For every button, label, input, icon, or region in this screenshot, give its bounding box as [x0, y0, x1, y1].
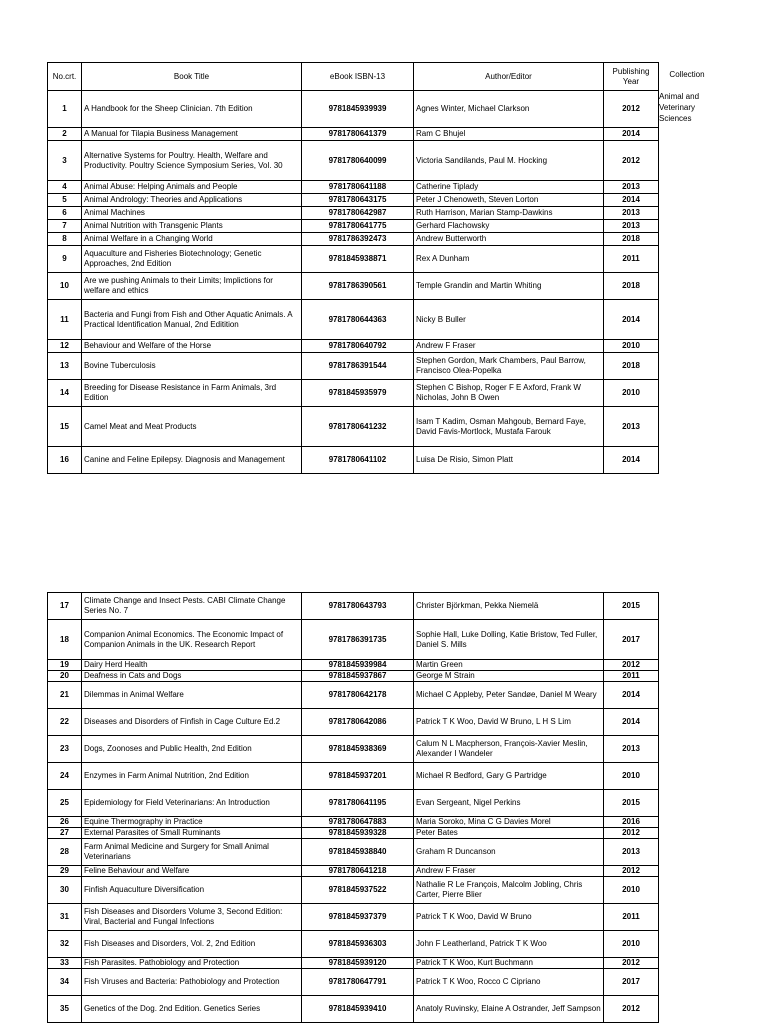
author-cell: Martin Green	[414, 660, 604, 671]
author-cell: Nicky B Buller	[414, 300, 604, 340]
isbn-cell: 9781780641379	[302, 128, 414, 141]
table-row	[48, 246, 659, 273]
year-cell: 2015	[604, 593, 659, 620]
row-number: 8	[48, 233, 82, 246]
isbn-cell: 9781845939120	[302, 958, 414, 969]
book-title-cell: Genetics of the Dog. 2nd Edition. Genetics Series	[82, 996, 302, 1023]
book-title-cell: Animal Abuse: Helping Animals and People	[82, 181, 302, 194]
table-row	[48, 660, 659, 671]
table-row	[48, 220, 659, 233]
isbn-cell: 9781780641195	[302, 790, 414, 817]
isbn-cell: 9781780642987	[302, 207, 414, 220]
book-title-cell: Companion Animal Economics. The Economic Impact of Companion Animals in the UK. Research Report	[82, 620, 302, 660]
table-row	[48, 233, 659, 246]
author-cell: Michael R Bedford, Gary G Partridge	[414, 763, 604, 790]
book-title-cell: A Handbook for the Sheep Clinician. 7th Edition	[82, 91, 302, 128]
isbn-cell: 9781780641102	[302, 447, 414, 474]
table-row	[48, 273, 659, 300]
book-title-cell: Climate Change and Insect Pests. CABI Climate Change Series No. 7	[82, 593, 302, 620]
table-row	[48, 709, 659, 736]
header-author: Author/Editor	[414, 63, 604, 91]
table-row	[48, 194, 659, 207]
table-row	[48, 353, 659, 380]
book-title-cell: Aquaculture and Fisheries Biotechnology; Genetic Approaches, 2nd Edition	[82, 246, 302, 273]
row-number: 34	[48, 969, 82, 996]
author-cell: Ram C Bhujel	[414, 128, 604, 141]
book-title-cell: Bacteria and Fungi from Fish and Other Aquatic Animals. A Practical Identification Manual, 2nd Editition	[82, 300, 302, 340]
row-number: 4	[48, 181, 82, 194]
table-row	[48, 128, 659, 141]
row-number: 28	[48, 839, 82, 866]
author-cell: Catherine Tiplady	[414, 181, 604, 194]
isbn-cell: 9781845939410	[302, 996, 414, 1023]
isbn-cell: 9781780640792	[302, 340, 414, 353]
isbn-cell: 9781845935979	[302, 380, 414, 407]
book-title-cell: Animal Nutrition with Transgenic Plants	[82, 220, 302, 233]
year-cell: 2011	[604, 671, 659, 682]
year-cell: 2018	[604, 353, 659, 380]
author-cell: Stephen Gordon, Mark Chambers, Paul Barrow, Francisco Olea-Popelka	[414, 353, 604, 380]
table-row	[48, 620, 659, 660]
isbn-cell: 9781780641232	[302, 407, 414, 447]
author-cell: Anatoly Ruvinsky, Elaine A Ostrander, Jeff Sampson	[414, 996, 604, 1023]
header-year	[604, 63, 659, 91]
books-table-1	[47, 62, 659, 474]
row-number: 19	[48, 660, 82, 671]
author-cell: Peter Bates	[414, 828, 604, 839]
book-title-cell: Fish Diseases and Disorders Volume 3, Second Edition: Viral, Bacterial and Fungal Infections	[82, 904, 302, 931]
author-cell: Calum N L Macpherson, François-Xavier Meslin, Alexander I Wandeler	[414, 736, 604, 763]
table-row	[48, 904, 659, 931]
author-cell: Peter J Chenoweth, Steven Lorton	[414, 194, 604, 207]
author-cell: Nathalie R Le François, Malcolm Jobling, Chris Carter, Pierre Blier	[414, 877, 604, 904]
table-row	[48, 682, 659, 709]
author-cell: Agnes Winter, Michael Clarkson	[414, 91, 604, 128]
isbn-cell: 9781845937867	[302, 671, 414, 682]
row-number: 25	[48, 790, 82, 817]
header-collection: Collection	[669, 70, 705, 79]
book-title-cell: A Manual for Tilapia Business Management	[82, 128, 302, 141]
author-cell: Christer Björkman, Pekka Niemelä	[414, 593, 604, 620]
table-row	[48, 790, 659, 817]
table-row	[48, 877, 659, 904]
row-number: 11	[48, 300, 82, 340]
year-cell: 2016	[604, 817, 659, 828]
year-cell: 2012	[604, 828, 659, 839]
author-cell: Graham R Duncanson	[414, 839, 604, 866]
table-row	[48, 828, 659, 839]
isbn-cell: 9781845939984	[302, 660, 414, 671]
author-cell: Temple Grandin and Martin Whiting	[414, 273, 604, 300]
row-number: 32	[48, 931, 82, 958]
author-cell: Sophie Hall, Luke Dolling, Katie Bristow, Ted Fuller, Daniel S. Mills	[414, 620, 604, 660]
author-cell: Ruth Harrison, Marian Stamp-Dawkins	[414, 207, 604, 220]
isbn-cell: 9781845938840	[302, 839, 414, 866]
row-number: 27	[48, 828, 82, 839]
author-cell: Rex A Dunham	[414, 246, 604, 273]
year-cell: 2014	[604, 128, 659, 141]
table-row	[48, 736, 659, 763]
row-number: 22	[48, 709, 82, 736]
table-header-row	[48, 63, 659, 91]
isbn-cell: 9781780643793	[302, 593, 414, 620]
collection-value: Animal and Veterinary Sciences	[659, 92, 700, 123]
book-title-cell: Animal Machines	[82, 207, 302, 220]
year-cell: 2013	[604, 207, 659, 220]
book-title-cell: Are we pushing Animals to their Limits; Implictions for welfare and ethics	[82, 273, 302, 300]
isbn-cell: 9781780644363	[302, 300, 414, 340]
year-cell: 2011	[604, 904, 659, 931]
row-number: 17	[48, 593, 82, 620]
author-cell: George M Strain	[414, 671, 604, 682]
row-number: 7	[48, 220, 82, 233]
book-title-cell: Equine Thermography in Practice	[82, 817, 302, 828]
row-number: 15	[48, 407, 82, 447]
book-title-cell: Epidemiology for Field Veterinarians: An Introduction	[82, 790, 302, 817]
isbn-cell: 9781845939328	[302, 828, 414, 839]
row-number: 31	[48, 904, 82, 931]
table-row	[48, 447, 659, 474]
table-row	[48, 407, 659, 447]
table-row	[48, 340, 659, 353]
row-number: 18	[48, 620, 82, 660]
book-title-cell: Farm Animal Medicine and Surgery for Small Animal Veterinarians	[82, 839, 302, 866]
table-row	[48, 763, 659, 790]
book-title-cell: Canine and Feline Epilepsy. Diagnosis and Management	[82, 447, 302, 474]
isbn-cell: 9781780647883	[302, 817, 414, 828]
row-number: 20	[48, 671, 82, 682]
isbn-cell: 9781845936303	[302, 931, 414, 958]
header-isbn: eBook ISBN-13	[302, 63, 414, 91]
row-number: 29	[48, 866, 82, 877]
year-cell: 2014	[604, 300, 659, 340]
year-cell: 2010	[604, 380, 659, 407]
year-cell: 2013	[604, 407, 659, 447]
row-number: 6	[48, 207, 82, 220]
row-number: 13	[48, 353, 82, 380]
table-row	[48, 91, 659, 128]
table-row	[48, 181, 659, 194]
row-number: 1	[48, 91, 82, 128]
year-cell: 2010	[604, 931, 659, 958]
year-cell: 2012	[604, 958, 659, 969]
author-cell: Isam T Kadim, Osman Mahgoub, Bernard Faye, David Favis-Mortlock, Mustafa Farouk	[414, 407, 604, 447]
book-title-cell: Camel Meat and Meat Products	[82, 407, 302, 447]
year-cell: 2014	[604, 682, 659, 709]
isbn-cell: 9781780641218	[302, 866, 414, 877]
year-cell: 2014	[604, 194, 659, 207]
isbn-cell: 9781780642086	[302, 709, 414, 736]
header-year-line1: Publishing	[612, 66, 650, 76]
author-cell: Victoria Sandilands, Paul M. Hocking	[414, 141, 604, 181]
book-title-cell: External Parasites of Small Ruminants	[82, 828, 302, 839]
row-number: 33	[48, 958, 82, 969]
book-title-cell: Dairy Herd Health	[82, 660, 302, 671]
year-cell: 2010	[604, 877, 659, 904]
year-cell: 2015	[604, 790, 659, 817]
book-title-cell: Animal Welfare in a Changing World	[82, 233, 302, 246]
author-cell: Andrew F Fraser	[414, 340, 604, 353]
table-row	[48, 380, 659, 407]
row-number: 9	[48, 246, 82, 273]
author-cell: Patrick T K Woo, David W Bruno, L H S Lim	[414, 709, 604, 736]
book-title-cell: Fish Parasites. Pathobiology and Protection	[82, 958, 302, 969]
book-title-cell: Diseases and Disorders of Finfish in Cage Culture Ed.2	[82, 709, 302, 736]
year-cell: 2012	[604, 91, 659, 128]
year-cell: 2014	[604, 447, 659, 474]
book-title-cell: Behaviour and Welfare of the Horse	[82, 340, 302, 353]
row-number: 14	[48, 380, 82, 407]
table-row	[48, 817, 659, 828]
author-cell: John F Leatherland, Patrick T K Woo	[414, 931, 604, 958]
isbn-cell: 9781780641188	[302, 181, 414, 194]
isbn-cell: 9781845937379	[302, 904, 414, 931]
year-cell: 2017	[604, 620, 659, 660]
book-title-cell: Enzymes in Farm Animal Nutrition, 2nd Edition	[82, 763, 302, 790]
author-cell: Patrick T K Woo, David W Bruno	[414, 904, 604, 931]
isbn-cell: 9781780647791	[302, 969, 414, 996]
row-number: 24	[48, 763, 82, 790]
book-title-cell: Dilemmas in Animal Welfare	[82, 682, 302, 709]
isbn-cell: 9781780643175	[302, 194, 414, 207]
year-cell: 2014	[604, 709, 659, 736]
isbn-cell: 9781786391735	[302, 620, 414, 660]
isbn-cell: 9781845937522	[302, 877, 414, 904]
book-title-cell: Feline Behaviour and Welfare	[82, 866, 302, 877]
book-title-cell: Bovine Tuberculosis	[82, 353, 302, 380]
author-cell: Gerhard Flachowsky	[414, 220, 604, 233]
row-number: 10	[48, 273, 82, 300]
book-title-cell: Fish Diseases and Disorders, Vol. 2, 2nd Edition	[82, 931, 302, 958]
isbn-cell: 9781780640099	[302, 141, 414, 181]
row-number: 3	[48, 141, 82, 181]
year-cell: 2010	[604, 340, 659, 353]
author-cell: Patrick T K Woo, Rocco C Cipriano	[414, 969, 604, 996]
table-row	[48, 593, 659, 620]
year-cell: 2018	[604, 233, 659, 246]
table-row	[48, 839, 659, 866]
year-cell: 2012	[604, 660, 659, 671]
books-table-2	[47, 592, 659, 1023]
year-cell: 2017	[604, 969, 659, 996]
book-title-cell: Breeding for Disease Resistance in Farm Animals, 3rd Edition	[82, 380, 302, 407]
row-number: 12	[48, 340, 82, 353]
year-cell: 2013	[604, 220, 659, 233]
table-row	[48, 207, 659, 220]
row-number: 16	[48, 447, 82, 474]
author-cell: Andrew F Fraser	[414, 866, 604, 877]
table-2-body	[48, 593, 659, 1023]
author-cell: Patrick T K Woo, Kurt Buchmann	[414, 958, 604, 969]
header-year-line2: Year	[622, 76, 640, 86]
year-cell: 2010	[604, 763, 659, 790]
row-number: 2	[48, 128, 82, 141]
isbn-cell: 9781786390561	[302, 273, 414, 300]
author-cell: Luisa De Risio, Simon Platt	[414, 447, 604, 474]
isbn-cell: 9781786392473	[302, 233, 414, 246]
year-cell: 2013	[604, 839, 659, 866]
row-number: 35	[48, 996, 82, 1023]
year-cell: 2012	[604, 141, 659, 181]
isbn-cell: 9781780642178	[302, 682, 414, 709]
book-title-cell: Alternative Systems for Poultry. Health, Welfare and Productivity. Poultry Science Symposium Series, Vol. 30	[82, 141, 302, 181]
book-title-cell: Dogs, Zoonoses and Public Health, 2nd Edition	[82, 736, 302, 763]
row-number: 5	[48, 194, 82, 207]
year-cell: 2013	[604, 736, 659, 763]
header-no: No.crt.	[48, 63, 82, 91]
table-row	[48, 969, 659, 996]
book-title-cell: Animal Andrology: Theories and Applications	[82, 194, 302, 207]
year-cell: 2013	[604, 181, 659, 194]
author-cell: Michael C Appleby, Peter Sandøe, Daniel M Weary	[414, 682, 604, 709]
year-cell: 2018	[604, 273, 659, 300]
row-number: 30	[48, 877, 82, 904]
isbn-cell: 9781845939939	[302, 91, 414, 128]
isbn-cell: 9781845937201	[302, 763, 414, 790]
table-row	[48, 866, 659, 877]
table-row	[48, 300, 659, 340]
table-row	[48, 671, 659, 682]
row-number: 21	[48, 682, 82, 709]
row-number: 23	[48, 736, 82, 763]
header-title: Book Title	[82, 63, 302, 91]
year-cell: 2012	[604, 996, 659, 1023]
author-cell: Stephen C Bishop, Roger F E Axford, Frank W Nicholas, John B Owen	[414, 380, 604, 407]
book-title-cell: Deafness in Cats and Dogs	[82, 671, 302, 682]
author-cell: Evan Sergeant, Nigel Perkins	[414, 790, 604, 817]
isbn-cell: 9781845938369	[302, 736, 414, 763]
year-cell: 2011	[604, 246, 659, 273]
book-title-cell: Finfish Aquaculture Diversification	[82, 877, 302, 904]
year-cell: 2012	[604, 866, 659, 877]
isbn-cell: 9781845938871	[302, 246, 414, 273]
table-1-body	[48, 91, 659, 474]
author-cell: Maria Soroko, Mina C G Davies Morel	[414, 817, 604, 828]
isbn-cell: 9781780641775	[302, 220, 414, 233]
isbn-cell: 9781786391544	[302, 353, 414, 380]
book-title-cell: Fish Viruses and Bacteria: Pathobiology and Protection	[82, 969, 302, 996]
table-row	[48, 931, 659, 958]
table-row	[48, 141, 659, 181]
author-cell: Andrew Butterworth	[414, 233, 604, 246]
table-row	[48, 996, 659, 1023]
row-number: 26	[48, 817, 82, 828]
table-row	[48, 958, 659, 969]
